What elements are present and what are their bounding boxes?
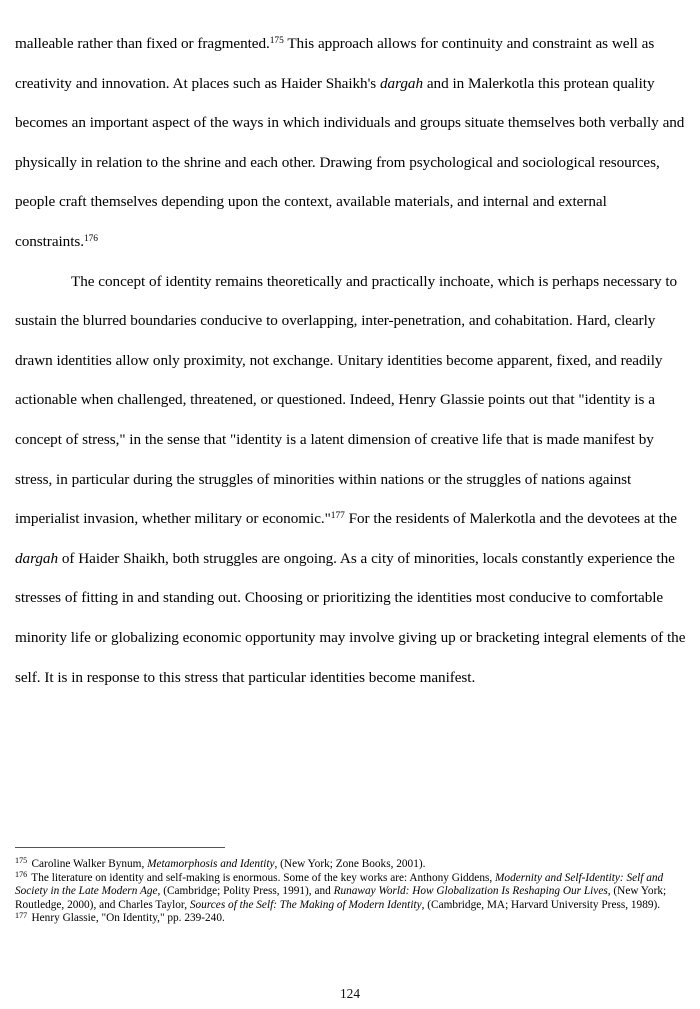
text-run: of Haider Shaikh, both struggles are ongoing. As a city of minorities, locals constantly experience the stresses of fitting in and standing out. Choosing or prioritizing the identities most conducive to comfortable minority life or globalizing economic opportunity may involve giving up or bracketing integral elements of the self. It is in response to this stress that particular identities become manifest. <box>15 549 686 686</box>
page-number: 124 <box>339 986 361 1001</box>
text-run: , (New York; Routledge, 2000), and Charles Taylor, <box>15 885 667 911</box>
footnote-reference-175: 175 <box>269 36 284 47</box>
text-run: , (Cambridge, MA; Harvard University Press, 1989). <box>421 898 661 911</box>
text-run: , (New York; Zone Books, 2001). <box>274 858 426 870</box>
text-run: The literature on identity and self-making is enormous. Some of the key works are: Anthony Giddens, <box>28 871 496 884</box>
footnote-176 <box>15 869 689 913</box>
footnotes-block <box>15 858 689 926</box>
text-run: The concept of identity remains theoretically and practically inchoate, which is perhaps necessary to sustain the blurred boundaries conducive to overlapping, inter-penetration, and cohabitation. Hard, clearly drawn identities allow only proximity, not exchange. Unitary identities become apparent, fixed, and readily actionable when challenged, threatened, or questioned. Indeed, Henry Glassie points out that "identity is a concept of stress," in the sense that "identity is a latent dimension of creative life that is made manifest by stress, in particular during the struggles of minorities within nations or the struggles of nations against imperialist invasion, whether military or economic." <box>15 272 678 528</box>
footnote-175 <box>15 858 689 872</box>
text-run: This approach allows for continuity and constraint as well as creativity and innovation. At places such as Haider Shaikh's <box>15 35 655 92</box>
text-run: malleable rather than fixed or fragmented. <box>15 35 270 52</box>
footnote-separator-rule <box>15 847 225 848</box>
footnote-marker-177: 177 <box>15 910 28 920</box>
text-run: For the residents of Malerkotla and the devotees at the <box>344 510 677 528</box>
text-run: and in Malerkotla this protean quality becomes an important aspect of the ways in which individuals and groups situate themselves both verbally and physically in relation to the shrine and each other. Drawing from psychological and sociological resources, people craft themselves depending upon the context, available materials, and internal and external constraints. <box>15 74 685 250</box>
italic-text: dargah <box>380 74 424 92</box>
footnote-reference-177: 177 <box>330 511 345 522</box>
italic-text: Metamorphosis and Identity <box>147 858 275 870</box>
italic-text: Runaway World: How Globalization Is Reshaping Our Lives <box>333 885 608 898</box>
text-run: Caroline Walker Bynum, <box>28 858 148 870</box>
body-text-block <box>15 24 686 697</box>
italic-text: Modernity and Self-Identity: Self and Society in the Late Modern Age <box>15 871 664 898</box>
para-2 <box>15 262 686 698</box>
footnote-marker-176: 176 <box>15 869 28 879</box>
footnote-marker-175: 175 <box>15 856 28 866</box>
italic-text: dargah <box>15 549 59 567</box>
para-1 <box>15 24 686 262</box>
italic-text: Sources of the Self: The Making of Modern Identity <box>189 898 422 911</box>
footnote-reference-176: 176 <box>84 234 98 245</box>
footnote-177 <box>15 912 689 926</box>
text-run: , (Cambridge; Polity Press, 1991), and <box>157 885 334 898</box>
text-run: Henry Glassie, "On Identity," pp. 239-240. <box>28 912 225 925</box>
